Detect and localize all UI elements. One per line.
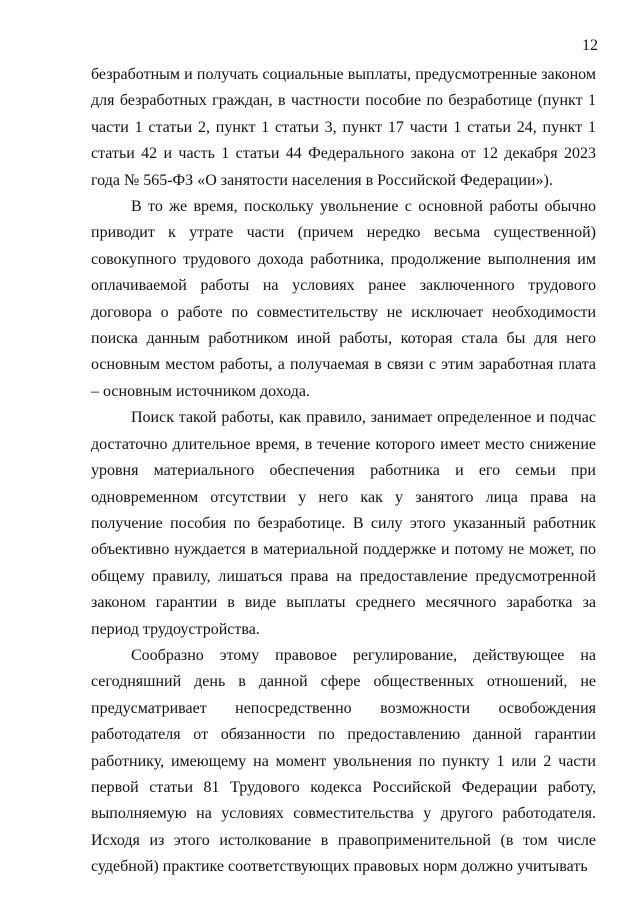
paragraph-1: безработным и получать социальные выплаты, предусмотренные законом для безработных граждан, в частности пособие по безработице (пункт 1 части 1 статьи 2, пункт 1 статьи 3, пункт 17 части 1 статьи 24, пункт 1 статьи 42 и часть 1 статьи 44 Федерального закона от 12 декабря 2023 года № 565-ФЗ «О занятости населения в Российской Федерации»).	[91, 66, 596, 189]
paragraph-2: В то же время, поскольку увольнение с основной работы обычно приводит к утрате части (причем нередко весьма существенной) совокупного трудового дохода работника, продолжение выполнения им оплачиваемой работы на условиях ранее заключенного трудового договора о работе по совместительству не исключает необходимости поиска данным работником иной работы, которая стала бы для него основным местом работы, а получаемая в связи с этим заработная плата – основным источником дохода.	[91, 198, 596, 400]
paragraph-3: Поиск такой работы, как правило, занимает определенное и подчас достаточно длительное время, в течение которого имеет место снижение уровня материального обеспечения работника и его семьи при одновременном отсутствии у него как у занятого лица права на получение пособия по безработице. В силу этого указанный работник объективно нуждается в материальной поддержке и потому не может, по общему правилу, лишаться права на предоставление предусмотренной законом гарантии в виде выплаты среднего месячного заработка за период трудоустройства.	[91, 409, 596, 638]
paragraph-4: Сообразно этому правовое регулирование, действующее на сегодняшний день в данной сфере общественных отношений, не предусматривает непосредственно возможности освобождения работодателя от обязанности по предоставлению данной гарантии работнику, имеющему на момент увольнения по пункту 1 или 2 части первой статьи 81 Трудового кодекса Российской Федерации работу, выполняемую на условиях совместительства у другого работодателя. Исходя из этого истолкование в правоприменительной (в том числе судебной) практике соответствующих правовых норм должно учитывать	[91, 646, 596, 876]
document-body	[91, 62, 596, 881]
page-number: 12	[582, 37, 598, 54]
